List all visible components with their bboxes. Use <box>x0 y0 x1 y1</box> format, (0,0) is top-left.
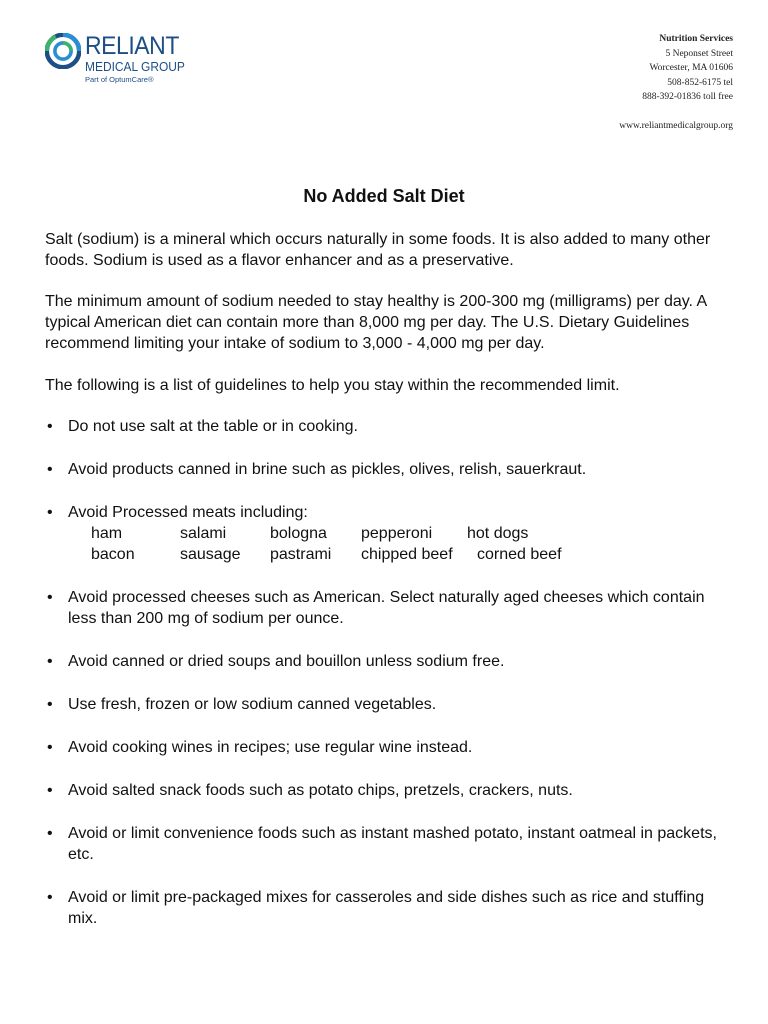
street-address: 5 Neponset Street <box>665 48 733 59</box>
meat-item: bologna <box>270 525 327 543</box>
phone-number: 508-852-6175 tel <box>667 77 733 88</box>
meat-item: chipped beef <box>361 545 453 563</box>
list-item <box>45 460 735 481</box>
logo-brand: RELIANT <box>85 32 179 60</box>
list-item <box>45 781 735 802</box>
meat-item: pastrami <box>270 545 332 563</box>
meat-item: sausage <box>180 545 241 563</box>
guideline-text: Avoid cooking wines in recipes; use regular wine instead. <box>68 739 473 757</box>
list-item <box>45 888 735 930</box>
intro-paragraph: Salt (sodium) is a mineral which occurs naturally in some foods. It is also added to many other foods. Sodium is used as a flavor enhancer and as a preservative. <box>45 231 711 269</box>
meat-row <box>91 545 735 566</box>
meat-item: bacon <box>91 545 135 563</box>
list-item <box>45 824 735 866</box>
meat-item: ham <box>91 525 123 543</box>
guideline-text: Avoid processed cheeses such as American. Select naturally aged cheeses which contain less than 200 mg of sodium per ounce. <box>68 589 705 627</box>
guideline-text: Avoid Processed meats including: <box>68 504 308 522</box>
department-name: Nutrition Services <box>659 34 733 44</box>
website-link[interactable]: www.reliantmedicalgroup.org <box>619 120 733 131</box>
guideline-text: Avoid or limit pre-packaged mixes for casseroles and side dishes such as rice and stuffing mix. <box>68 889 705 927</box>
tollfree-number: 888-392-01836 toll free <box>642 92 733 102</box>
guideline-text: Avoid or limit convenience foods such as instant mashed potato, instant oatmeal in packets, etc. <box>68 825 717 864</box>
city-address: Worcester, MA 01606 <box>649 63 733 73</box>
guidelines-list <box>45 417 735 930</box>
list-item <box>45 503 735 565</box>
list-item <box>45 588 735 630</box>
document-body <box>45 230 735 952</box>
meat-item: pepperoni <box>361 525 433 543</box>
reliant-logo <box>45 30 195 92</box>
guideline-text: Avoid salted snack foods such as potato chips, pretzels, crackers, nuts. <box>68 782 573 800</box>
guideline-text: Do not use salt at the table or in cooking. <box>68 418 358 436</box>
meat-item: hot dogs <box>467 525 529 543</box>
page-title: No Added Salt Diet <box>303 186 465 206</box>
guideline-text: Avoid products canned in brine such as pickles, olives, relish, sauerkraut. <box>68 461 587 479</box>
list-item <box>45 417 735 438</box>
list-item <box>45 695 735 716</box>
meat-item: corned beef <box>477 545 562 563</box>
logo-subtitle: MEDICAL GROUP <box>85 59 185 74</box>
meat-row <box>91 524 735 545</box>
reliant-swirl-icon <box>45 33 81 69</box>
address-block <box>619 32 733 133</box>
list-item <box>45 652 735 673</box>
guidelines-intro: The following is a list of guidelines to help you stay within the recommended limit. <box>45 376 620 394</box>
logo-tagline: Part of OptumCare® <box>85 75 154 84</box>
processed-meats-table <box>91 524 735 566</box>
guideline-text: Avoid canned or dried soups and bouillon unless sodium free. <box>68 652 505 670</box>
meat-item: salami <box>180 525 227 543</box>
list-item <box>45 738 735 759</box>
sodium-paragraph: The minimum amount of sodium needed to stay healthy is 200-300 mg (milligrams) per day. A typical American diet can contain more than 8,000 mg per day. The U.S. Dietary Guidelines recommend limiting your intake of sodium to 3,000 - 4,000 mg per day. <box>45 293 707 352</box>
guideline-text: Use fresh, frozen or low sodium canned vegetables. <box>68 696 437 714</box>
